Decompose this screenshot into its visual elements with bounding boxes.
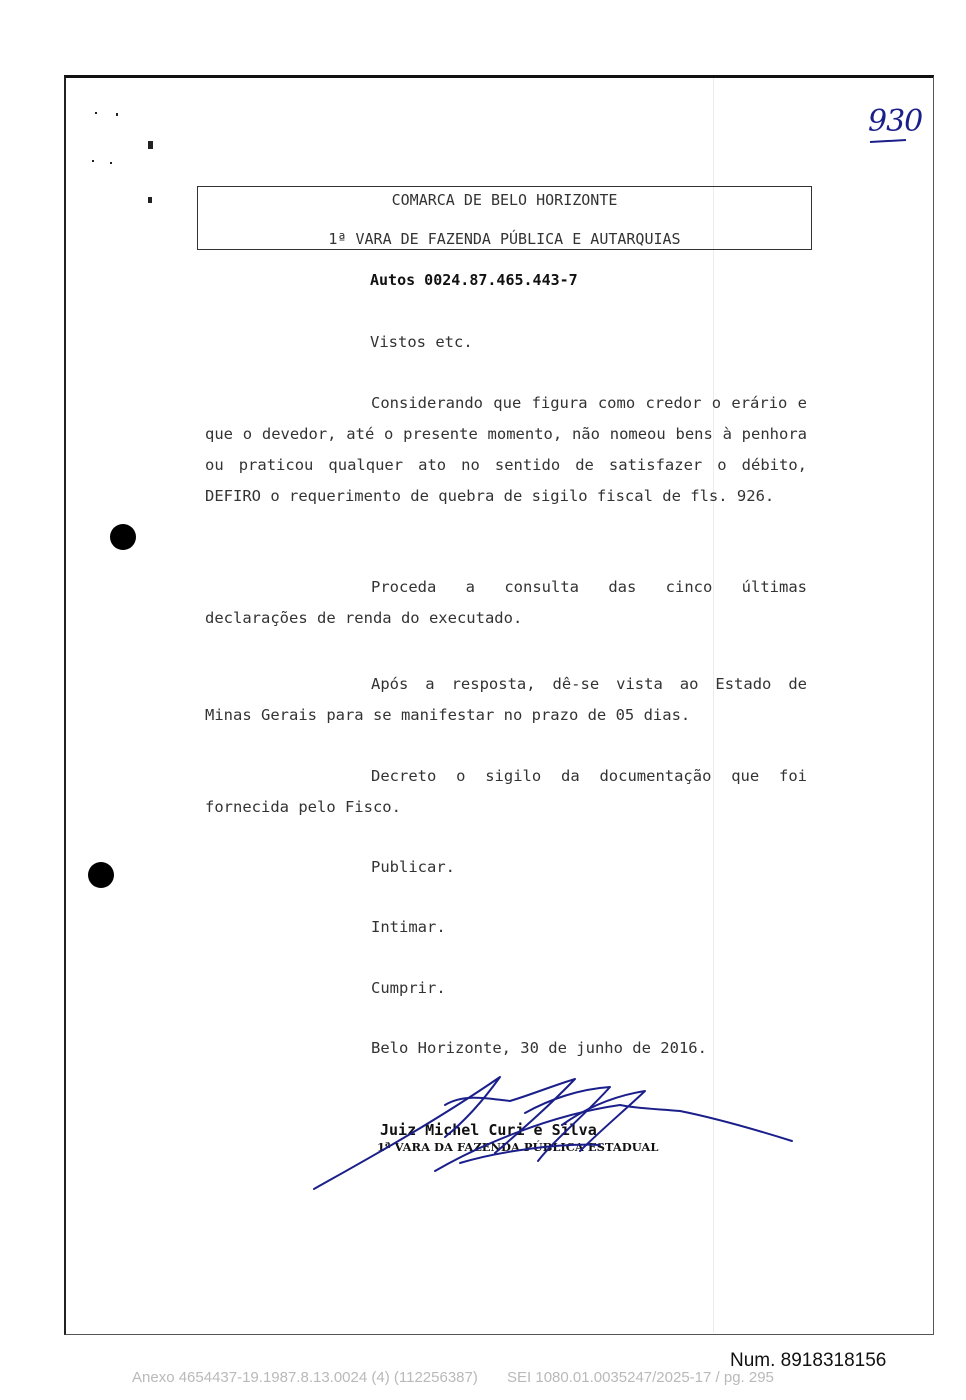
date-line: Belo Horizonte, 30 de junho de 2016. — [371, 1039, 707, 1057]
paragraph-text: Após a resposta, dê-se vista ao Estado de Minas Gerais para se manifestar no prazo de 05 dias. — [205, 675, 807, 724]
punch-hole-upper — [110, 524, 136, 550]
judge-name: Juiz Michel Curi e Silva — [380, 1121, 597, 1139]
scan-speck — [110, 162, 112, 164]
handwritten-page-number: 930 — [868, 104, 923, 139]
scan-speck — [148, 197, 152, 203]
document-metadata-footer: Anexo 4654437-19.1987.8.13.0024 (4) (112256387) SEI 1080.01.0035247/2025-17 / pg. 295 — [132, 1369, 774, 1386]
paragraph-decreto — [205, 761, 807, 823]
punch-hole-lower — [88, 862, 114, 888]
scan-speck — [116, 113, 118, 116]
court-division: 1ª VARA DE FAZENDA PÚBLICA E AUTARQUIAS — [328, 230, 681, 248]
paragraph-text: Proceda a consulta das cinco últimas declarações de renda do executado. — [205, 578, 807, 627]
vistos-line: Vistos etc. — [370, 333, 473, 351]
court-header-box — [197, 186, 812, 250]
handwritten-signature — [300, 1065, 800, 1195]
paragraph-text: Decreto o sigilo da documentação que foi fornecida pelo Fisco. — [205, 767, 807, 816]
paragraph-apos — [205, 669, 807, 731]
scan-speck — [95, 112, 97, 114]
command-intimar: Intimar. — [371, 918, 446, 936]
command-publicar: Publicar. — [371, 858, 455, 876]
command-cumprir: Cumprir. — [371, 979, 446, 997]
paragraph-considerando — [205, 388, 807, 512]
document-number: Num. 8918318156 — [730, 1350, 887, 1371]
scan-speck — [148, 141, 153, 149]
case-number: Autos 0024.87.465.443-7 — [370, 271, 578, 289]
paragraph-proceda — [205, 572, 807, 634]
judge-role: 1ª VARA DA FAZENDA PÚBLICA ESTADUAL — [377, 1140, 659, 1154]
court-name: COMARCA DE BELO HORIZONTE — [391, 191, 618, 209]
scan-speck — [92, 160, 94, 162]
paragraph-text: Considerando que figura como credor o erário e que o devedor, até o presente momento, não nomeou bens à penhora ou praticou qualquer ato no sentido de satisfazer o débito, DEFIRO o requerimento de quebra de sigilo fiscal de fls. 926. — [205, 394, 807, 505]
